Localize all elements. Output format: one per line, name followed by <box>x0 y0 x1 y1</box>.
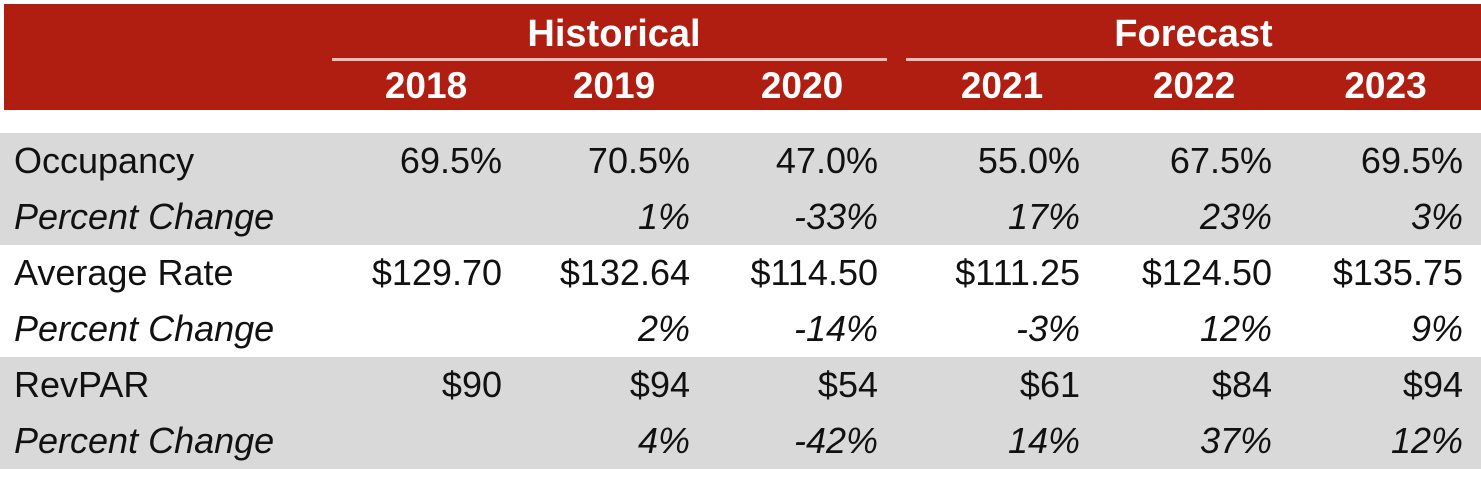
cell-2021: $111.25 <box>955 252 1080 293</box>
column-gap <box>896 245 906 301</box>
cell-2022: 23% <box>1199 196 1272 237</box>
row-label: RevPAR <box>14 364 150 405</box>
historical-underline <box>332 58 887 61</box>
cell-2021: 55.0% <box>977 140 1080 181</box>
column-gap <box>896 357 906 413</box>
cell-2019: 2% <box>637 308 690 349</box>
cell-2020: -33% <box>793 196 878 237</box>
cell-2021: 17% <box>1007 196 1080 237</box>
cell-2023: 3% <box>1410 196 1463 237</box>
table-row-revpar <box>0 357 1481 413</box>
year-header-2018: 2018 <box>384 65 468 106</box>
cell-2022: $124.50 <box>1141 252 1272 293</box>
row-label: Percent Change <box>14 420 275 461</box>
cell-2019: 4% <box>637 420 690 461</box>
cell-2023: 69.5% <box>1360 140 1463 181</box>
cell-2023: $94 <box>1402 364 1463 405</box>
year-header-2021: 2021 <box>960 65 1044 106</box>
table-row-revpar-percent-change <box>0 413 1481 469</box>
forecast-underline <box>906 58 1481 61</box>
cell-2018 <box>332 413 520 469</box>
column-gap <box>896 133 906 189</box>
table-row-occupancy-percent-change <box>0 189 1481 245</box>
row-label: Percent Change <box>14 196 275 237</box>
cell-2023: $135.75 <box>1332 252 1463 293</box>
cell-2018 <box>332 301 520 357</box>
row-label: Occupancy <box>14 140 195 181</box>
row-label: Average Rate <box>14 252 234 293</box>
column-gap <box>896 301 906 357</box>
row-label: Percent Change <box>14 308 275 349</box>
group-header-historical: Historical <box>527 13 701 55</box>
cell-2022: $84 <box>1211 364 1272 405</box>
cell-2021: $61 <box>1019 364 1080 405</box>
cell-2023: 12% <box>1390 420 1463 461</box>
cell-2022: 37% <box>1199 420 1272 461</box>
cell-2018: $90 <box>441 364 502 405</box>
column-gap <box>896 413 906 469</box>
cell-2020: $114.50 <box>750 252 878 293</box>
cell-2022: 67.5% <box>1169 140 1272 181</box>
cell-2019: $94 <box>629 364 690 405</box>
cell-2019: 1% <box>637 196 690 237</box>
table-header <box>4 4 1481 110</box>
cell-2018 <box>332 189 520 245</box>
cell-2019: 70.5% <box>587 140 690 181</box>
table-row-occupancy <box>0 133 1481 189</box>
cell-2018: $129.70 <box>371 252 502 293</box>
table-row-average-rate <box>0 245 1481 301</box>
cell-2021: 14% <box>1007 420 1080 461</box>
table-body <box>0 133 1481 469</box>
year-header-2023: 2023 <box>1344 65 1427 106</box>
cell-2018: 69.5% <box>399 140 502 181</box>
cell-2019: $132.64 <box>559 252 690 293</box>
cell-2022: 12% <box>1199 308 1272 349</box>
cell-2020: -14% <box>793 308 878 349</box>
cell-2020: 47.0% <box>775 140 878 181</box>
cell-2021: -3% <box>1015 308 1080 349</box>
group-header-forecast: Forecast <box>1114 13 1273 55</box>
table-row-average-rate-percent-change <box>0 301 1481 357</box>
cell-2020: -42% <box>793 420 878 461</box>
year-header-2022: 2022 <box>1152 65 1236 106</box>
cell-2023: 9% <box>1410 308 1463 349</box>
column-gap <box>896 189 906 245</box>
year-header-2019: 2019 <box>572 65 656 106</box>
year-header-2020: 2020 <box>760 65 844 106</box>
cell-2020: $54 <box>817 364 878 405</box>
